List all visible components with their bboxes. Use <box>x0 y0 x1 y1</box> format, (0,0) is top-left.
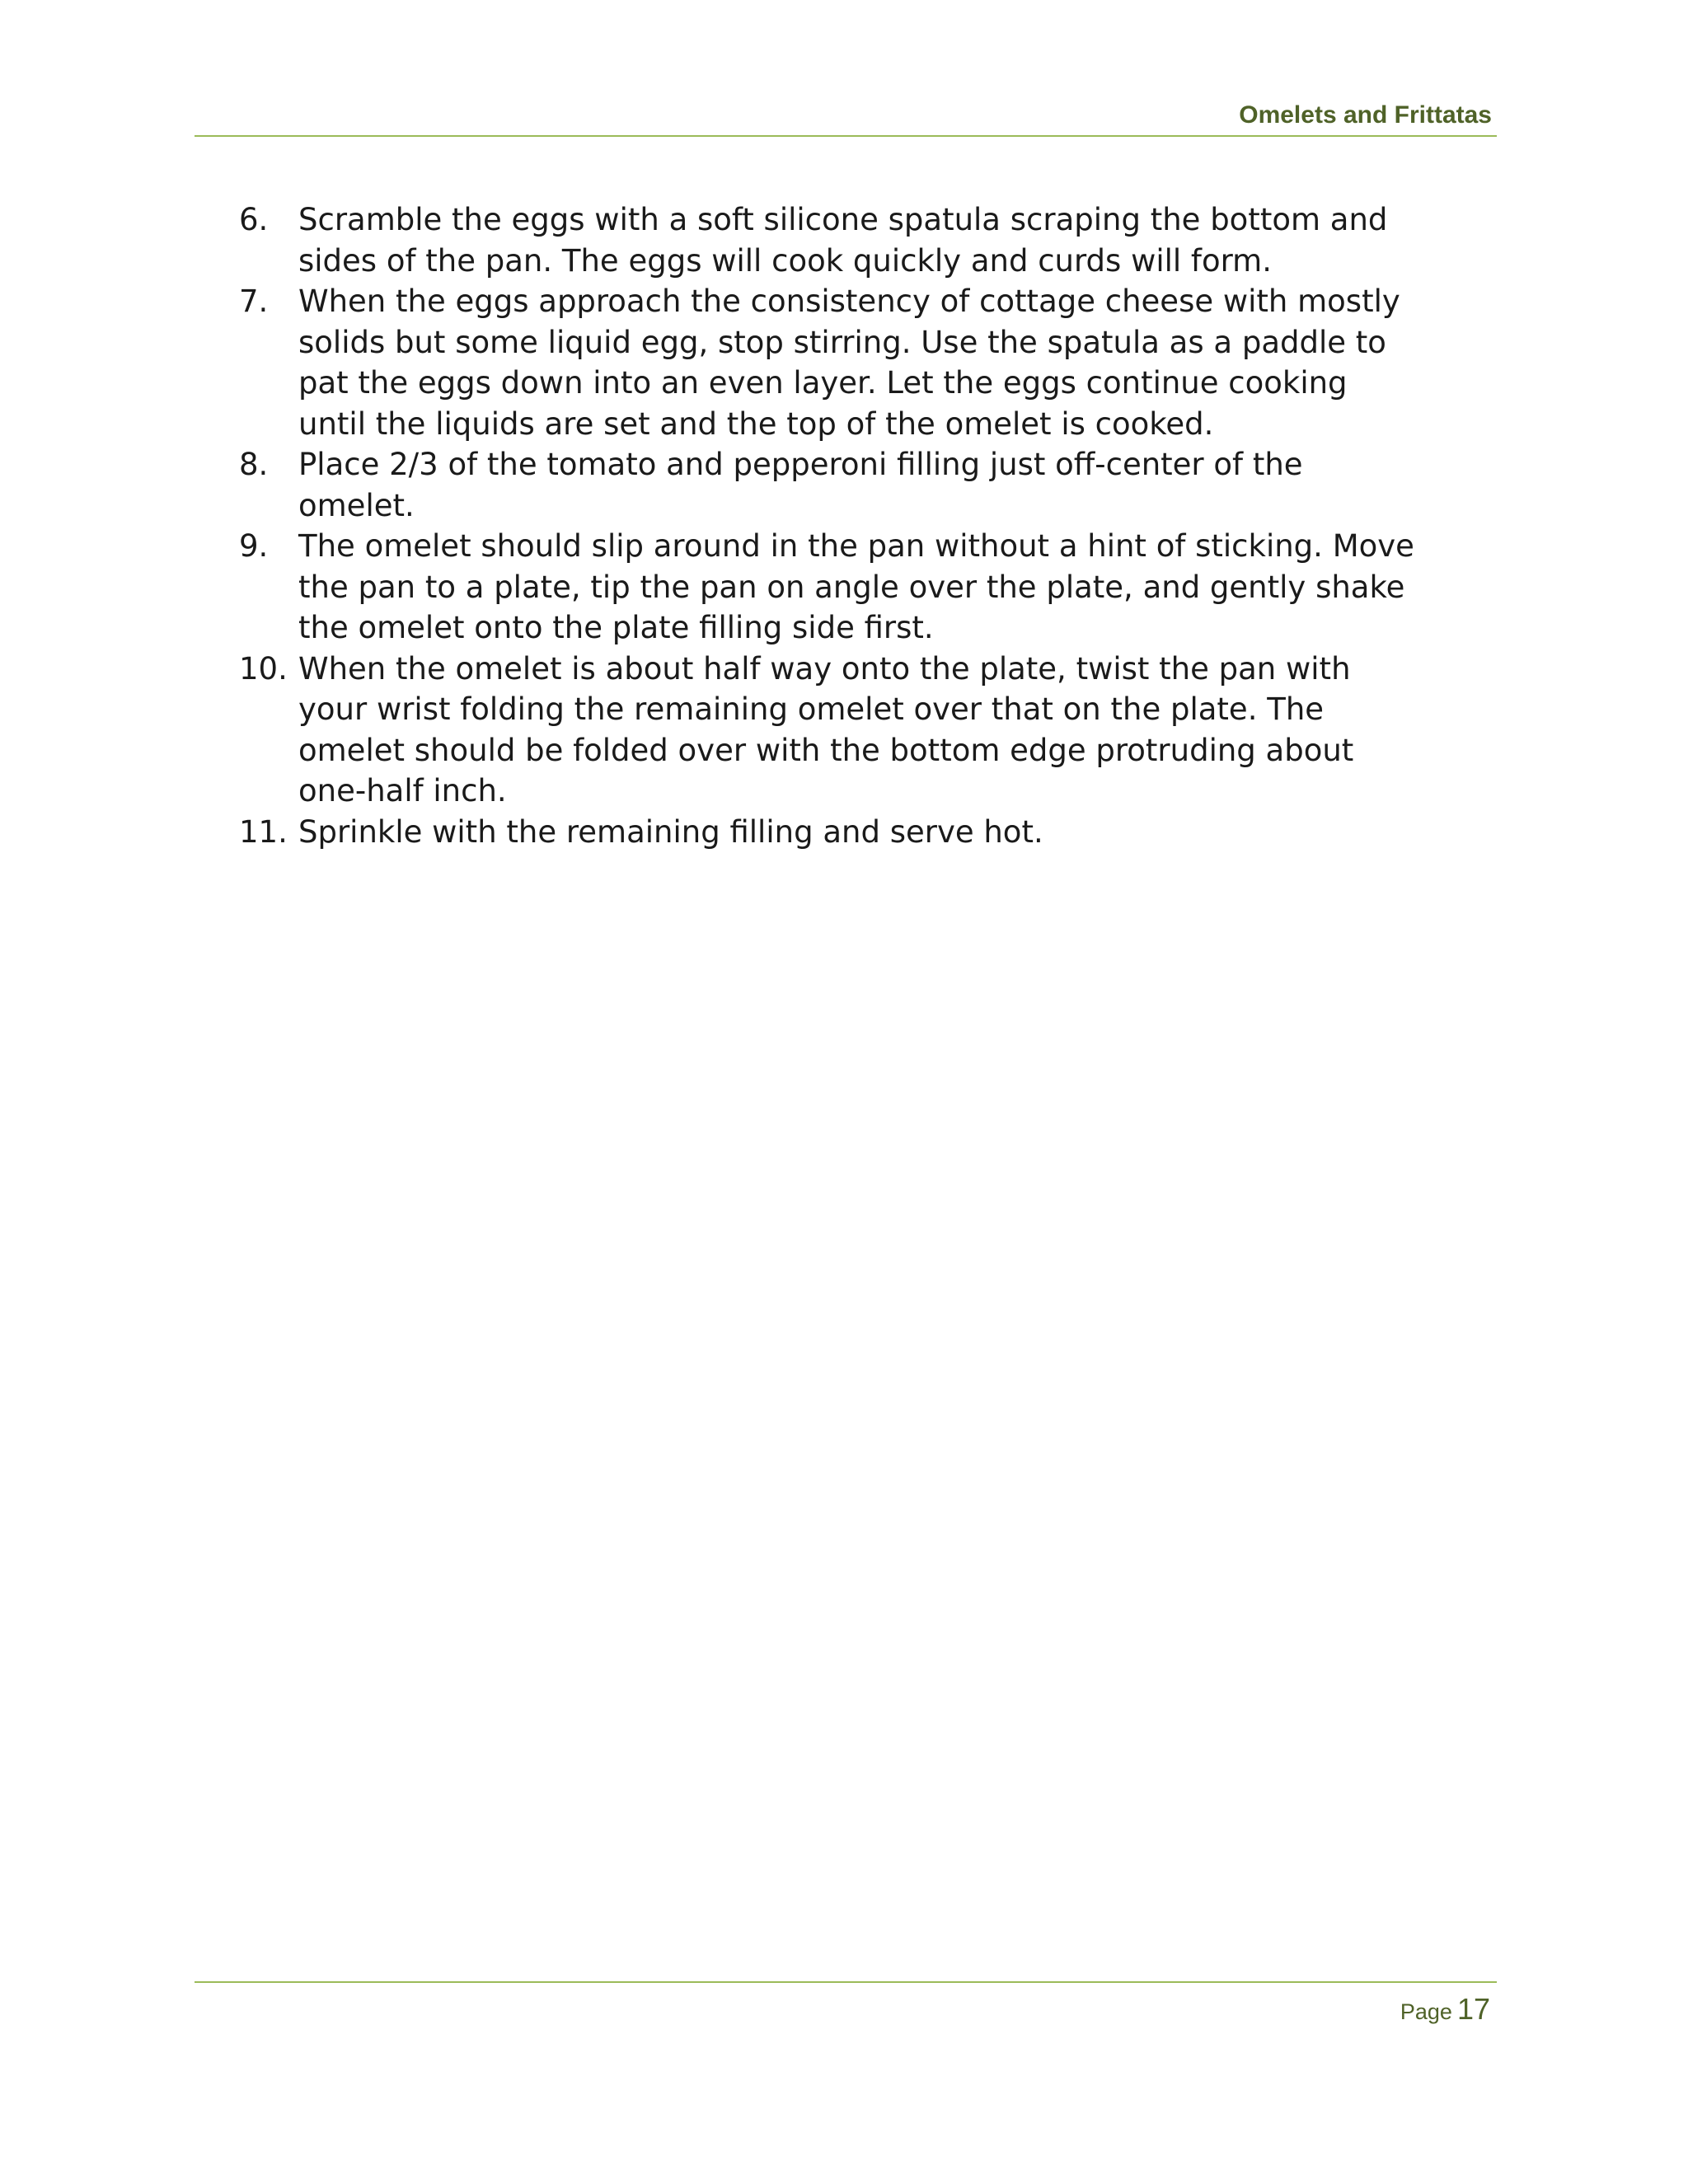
step-text: The omelet should slip around in the pan without a hint of sticking. Move the pan to a plate, tip the pan on angle over the plate, and gently shake the omelet onto the plate filling side first. <box>298 528 1414 645</box>
step-text: When the omelet is about half way onto the plate, twist the pan with your wrist folding the remaining omelet over that on the plate. The omelet should be folded over with the bottom edge protruding about one-half inch. <box>298 650 1354 808</box>
footer-divider <box>195 1981 1497 1983</box>
instruction-steps-list <box>239 199 1525 852</box>
step-number: 9. <box>239 528 269 564</box>
step-number: 6. <box>239 202 269 237</box>
running-header-title: Omelets and Frittatas <box>1239 101 1492 129</box>
page-footer <box>1400 1991 1490 2034</box>
header-divider <box>195 135 1497 137</box>
step-item <box>239 812 1525 853</box>
page-number: 17 <box>1456 1992 1490 2026</box>
page-label: Page <box>1400 1999 1452 2024</box>
step-text: Scramble the eggs with a soft silicone spatula scraping the bottom and sides of the pan. The eggs will cook quickly and curds will form. <box>298 202 1388 279</box>
step-item <box>239 526 1525 649</box>
step-number: 8. <box>239 447 269 482</box>
step-item <box>239 444 1525 526</box>
step-number: 10. <box>239 650 288 687</box>
step-item <box>239 281 1525 444</box>
step-item <box>239 199 1525 281</box>
step-number: 11. <box>239 813 288 850</box>
step-text: When the eggs approach the consistency of cottage cheese with mostly solids but some liquid egg, stop stirring. Use the spatula as a paddle to pat the eggs down into an even layer. Let the eggs continue cooking until the liquids are set and the top of the omelet is cooked. <box>298 284 1400 442</box>
step-item <box>239 649 1525 812</box>
step-number: 7. <box>239 284 269 319</box>
step-text: Sprinkle with the remaining filling and serve hot. <box>298 813 1043 850</box>
step-text: Place 2/3 of the tomato and pepperoni filling just off-center of the omelet. <box>298 447 1303 523</box>
